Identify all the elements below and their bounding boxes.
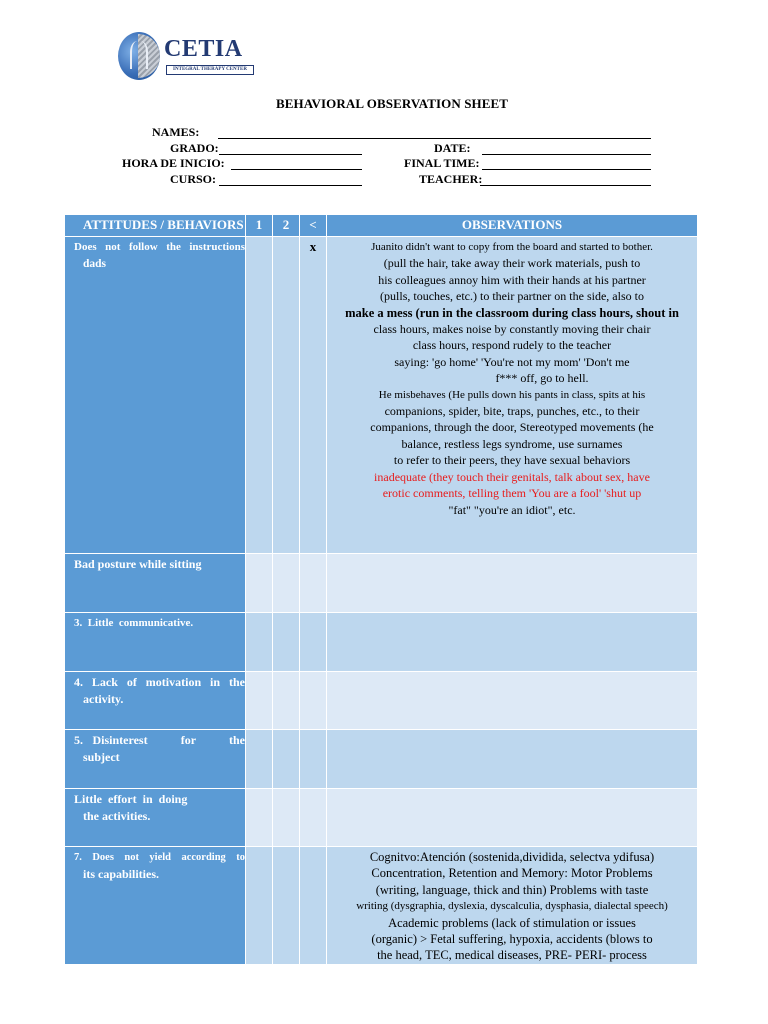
table-row <box>65 237 698 554</box>
final-time-field[interactable] <box>482 169 651 170</box>
rating-cell-less-than[interactable] <box>300 730 327 789</box>
final-time-label: FINAL TIME: <box>404 156 480 170</box>
observations-cell[interactable]: Juanito didn't want to copy from the board and started to bother. (pull the hair, take away their work materials, push to his colleagues annoy him with their hands at his partner (pulls, touches, etc.) to their partner on the side, also to make a mess (run in the classroom during class hours, shout in class hours, makes noise by constantly moving their chair class hours, respond rudely to the teacher saying: 'go home' 'You're not my mom' 'Don't me f*** off, go to hell. He misbehaves (He pulls down his pants in class, spits at his companions, spider, bite, traps, punches, etc., to their companions, through the door, Stereotyped movements (he balance, restless legs syndrome, use surnames to refer to their peers, they have sexual behaviors inadequate (they touch their genitals, talk about sex, have erotic comments, telling them 'You are a fool' 'shut up "fat" "you're an idiot", etc. <box>327 237 698 554</box>
rating-cell-1[interactable] <box>246 730 273 789</box>
header-observations: OBSERVATIONS <box>327 215 698 237</box>
cetia-logo <box>118 32 254 82</box>
grado-label: GRADO: <box>170 141 219 155</box>
rating-cell-2[interactable] <box>273 789 300 847</box>
grado-field[interactable] <box>219 154 362 155</box>
brain-symbol-mark <box>130 41 148 69</box>
behavior-observation-table <box>64 214 698 965</box>
table-header-row <box>65 215 698 237</box>
rating-cell-1[interactable] <box>246 237 273 554</box>
rating-cell-1[interactable] <box>246 789 273 847</box>
header-scale-2: 2 <box>273 215 300 237</box>
curso-field[interactable] <box>219 185 362 186</box>
table-row <box>65 613 698 672</box>
table-row <box>65 554 698 613</box>
sheet-title: BEHAVIORAL OBSERVATION SHEET <box>275 96 509 111</box>
date-field[interactable] <box>482 154 651 155</box>
observations-cell[interactable] <box>327 554 698 613</box>
table-row <box>65 847 698 965</box>
rating-cell-2[interactable] <box>273 237 300 554</box>
teacher-field[interactable] <box>480 185 651 186</box>
behavior-label: Bad posture while sitting <box>65 554 246 613</box>
rating-cell-less-than[interactable] <box>300 847 327 965</box>
rating-cell-2[interactable] <box>273 847 300 965</box>
rating-cell-1[interactable] <box>246 554 273 613</box>
table-row <box>65 789 698 847</box>
header-scale-1: 1 <box>246 215 273 237</box>
rating-cell-2[interactable] <box>273 672 300 730</box>
observations-cell[interactable]: Cognitvo:Atención (sostenida,dividida, selectva ydifusa) Concentration, Retention and Memory: Motor Problems (writing, language, thick and thin) Problems with taste writing (dysgraphia, dyslexia, dyscalculia, dysphasia, dialectal speech) Academic problems (lack of stimulation or issues (organic) > Fetal suffering, hypoxia, accidents (blows to the head, TEC, medical diseases, PRE- PERI- process <box>327 847 698 965</box>
rating-cell-2[interactable] <box>273 613 300 672</box>
rating-cell-less-than[interactable] <box>300 672 327 730</box>
observations-cell[interactable] <box>327 789 698 847</box>
behavior-label: 4. Lack of motivation in the activity. <box>65 672 246 730</box>
header-scale-less-than: < <box>300 215 327 237</box>
behavior-label: 7. Does not yield according to its capabilities. <box>65 847 246 965</box>
names-label: NAMES: <box>152 125 200 139</box>
rating-cell-less-than[interactable]: x <box>300 237 327 554</box>
rating-cell-2[interactable] <box>273 554 300 613</box>
rating-cell-less-than[interactable] <box>300 554 327 613</box>
logo-subtitle: INTEGRAL THERAPY CENTER <box>166 65 254 75</box>
rating-cell-2[interactable] <box>273 730 300 789</box>
logo-brand-text: CETIA <box>164 36 243 62</box>
behavior-label: Does not follow the instructions dads <box>65 237 246 554</box>
behavior-label: 3. Little communicative. <box>65 613 246 672</box>
observations-cell[interactable] <box>327 730 698 789</box>
curso-label: CURSO: <box>170 172 217 186</box>
hora-de-inicio-field[interactable] <box>231 169 362 170</box>
observations-cell[interactable] <box>327 613 698 672</box>
teacher-label: TEACHER: <box>419 172 483 186</box>
observations-cell[interactable] <box>327 672 698 730</box>
rating-cell-1[interactable] <box>246 613 273 672</box>
header-attitudes: ATTITUDES / BEHAVIORS <box>65 215 246 237</box>
behavior-label: 5. Disinterest for the subject <box>65 730 246 789</box>
table-row <box>65 730 698 789</box>
names-field[interactable] <box>218 138 651 139</box>
date-label: DATE: <box>434 141 471 155</box>
rating-cell-less-than[interactable] <box>300 789 327 847</box>
hora-de-inicio-label: HORA DE INICIO: <box>122 156 225 170</box>
behavior-label: Little effort in doing the activities. <box>65 789 246 847</box>
rating-cell-1[interactable] <box>246 672 273 730</box>
rating-cell-less-than[interactable] <box>300 613 327 672</box>
table-row <box>65 672 698 730</box>
rating-cell-1[interactable] <box>246 847 273 965</box>
